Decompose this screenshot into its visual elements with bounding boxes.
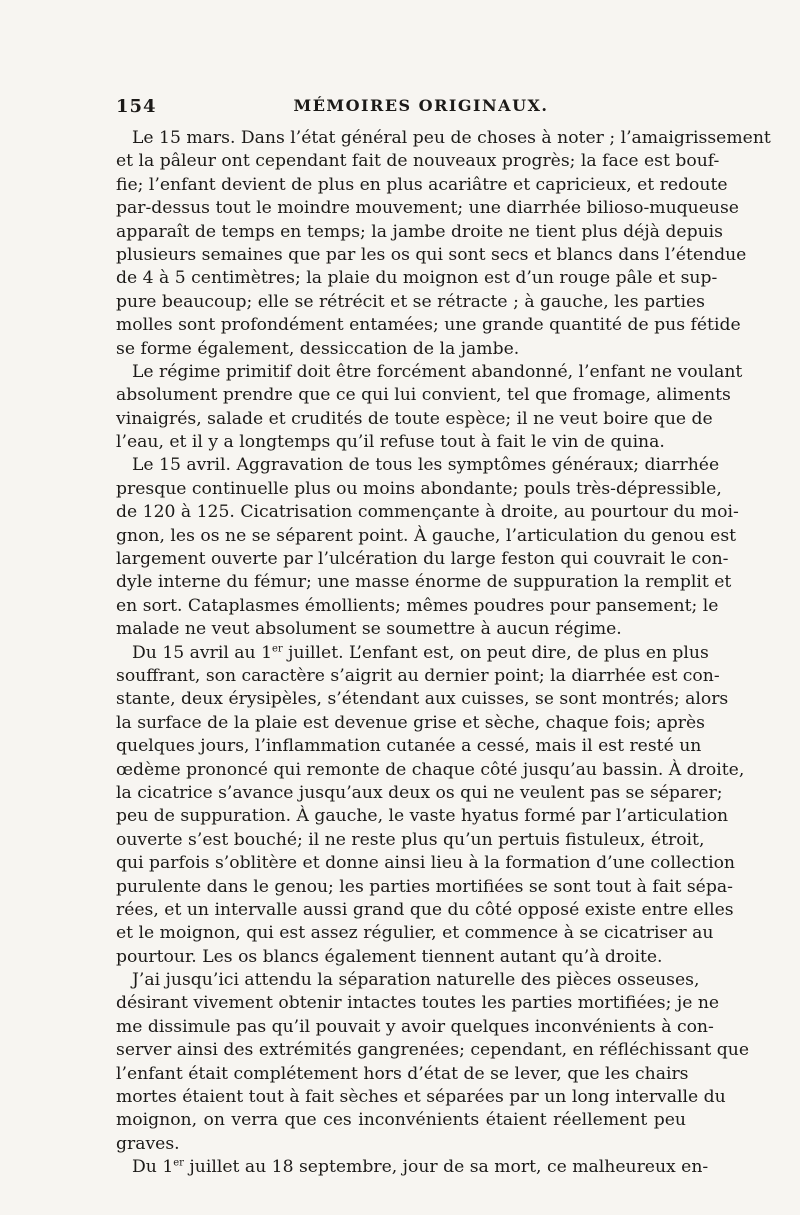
text-line: l’enfant était complétement hors d’état de se lever, que les chairs xyxy=(116,1063,689,1084)
text-line: de 4 à 5 centimètres; la plaie du moignon est d’un rouge pâle et sup- xyxy=(116,268,718,289)
text-line: plusieurs semaines que par les os qui sont secs et blancs dans l’étendue xyxy=(116,244,747,265)
text-line: stante, deux érysipèles, s’étendant aux cuisses, se sont montrés; alors xyxy=(116,689,729,710)
text-line: par-dessus tout le moindre mouvement; une diarrhée bilioso-muqueuse xyxy=(116,198,739,219)
text-line: moignon, on verra que ces inconvénients étaient réellement peu xyxy=(116,1110,686,1131)
page-header xyxy=(116,96,686,120)
text-line: Du 15 avril au 1er juillet. L’enfant est, on peut dire, de plus en plus xyxy=(132,642,709,663)
text-line: Le 15 mars. Dans l’état général peu de choses à noter ; l’amaigrissement xyxy=(132,128,771,148)
text-line: de 120 à 125. Cicatrisation commençante à droite, au pourtour du moi- xyxy=(116,502,739,523)
text-line: purulente dans le genou; les parties mortifiées se sont tout à fait sépa- xyxy=(116,876,733,897)
text-line: largement ouverte par l’ulcération du large feston qui couvrait le con- xyxy=(116,549,729,570)
text-line: server ainsi des extrémités gangrenées; cependant, en réfléchissant que xyxy=(116,1040,750,1061)
text-line: en sort. Cataplasmes émollients; mêmes poudres pour pansement; le xyxy=(116,595,719,616)
text-line: me dissimule pas qu’il pouvait y avoir quelques inconvénients à con- xyxy=(116,1016,714,1037)
text-line: œdème prononcé qui remonte de chaque côté jusqu’au bassin. À droite, xyxy=(116,759,745,780)
text-line: vinaigrés, salade et crudités de toute espèce; il ne veut boire que de xyxy=(116,408,713,429)
text-line: et la pâleur ont cependant fait de nouveaux progrès; la face est bouf- xyxy=(116,151,720,172)
text-line: gnon, les os ne se séparent point. À gauche, l’articulation du genou est xyxy=(116,525,737,546)
text-line: ouverte s’est bouché; il ne reste plus qu’un pertuis fistuleux, étroit, xyxy=(116,829,705,850)
body-text xyxy=(116,127,771,1180)
page-number: 154 xyxy=(116,96,157,117)
text-line: peu de suppuration. À gauche, le vaste hyatus formé par l’articulation xyxy=(116,806,729,827)
text-line: souffrant, son caractère s’aigrit au dernier point; la diarrhée est con- xyxy=(116,665,720,686)
text-line: la surface de la plaie est devenue grise et sèche, chaque fois; après xyxy=(116,712,705,733)
text-line: pure beaucoup; elle se rétrécit et se rétracte ; à gauche, les parties xyxy=(116,291,705,312)
text-line: désirant vivement obtenir intactes toutes les parties mortifiées; je ne xyxy=(116,993,720,1014)
text-line: Le régime primitif doit être forcément abandonné, l’enfant ne voulant xyxy=(132,361,743,382)
text-line: quelques jours, l’inflammation cutanée a cessé, mais il est resté un xyxy=(116,736,702,757)
text-line: molles sont profondément entamées; une grande quantité de pus fétide xyxy=(116,315,741,336)
text-line: J’ai jusqu’ici attendu la séparation naturelle des pièces osseuses, xyxy=(132,970,700,991)
text-line: mortes étaient tout à fait sèches et séparées par un long intervalle du xyxy=(116,1087,726,1108)
text-line: rées, et un intervalle aussi grand que du côté opposé existe entre elles xyxy=(116,899,734,920)
text-line: Du 1er juillet au 18 septembre, jour de sa mort, ce malheureux en- xyxy=(132,1157,709,1178)
text-line: presque continuelle plus ou moins abondante; pouls très-dépressible, xyxy=(116,478,722,499)
text-line: absolument prendre que ce qui lui convient, tel que fromage, aliments xyxy=(116,385,731,406)
text-line: la cicatrice s’avance jusqu’aux deux os qui ne veulent pas se séparer; xyxy=(116,782,723,803)
text-line: dyle interne du fémur; une masse énorme de suppuration la remplit et xyxy=(116,572,732,593)
text-line: l’eau, et il y a longtemps qu’il refuse tout à fait le vin de quina. xyxy=(116,432,665,453)
text-line: et le moignon, qui est assez régulier, et commence à se cicatriser au xyxy=(116,923,714,944)
text-line: graves. xyxy=(116,1133,180,1154)
text-line: apparaît de temps en temps; la jambe droite ne tient plus déjà depuis xyxy=(116,221,723,242)
text-line: malade ne veut absolument se soumettre à aucun régime. xyxy=(116,619,622,640)
text-line: se forme également, dessiccation de la jambe. xyxy=(116,338,520,359)
text-line: fie; l’enfant devient de plus en plus acariâtre et capricieux, et redoute xyxy=(116,174,728,195)
text-line: qui parfois s’oblitère et donne ainsi lieu à la formation d’une collection xyxy=(116,853,736,874)
text-line: pourtour. Les os blancs également tiennent autant qu’à droite. xyxy=(116,946,663,967)
running-head: MÉMOIRES ORIGINAUX. xyxy=(293,96,549,115)
text-line: Le 15 avril. Aggravation de tous les symptômes généraux; diarrhée xyxy=(132,455,720,476)
